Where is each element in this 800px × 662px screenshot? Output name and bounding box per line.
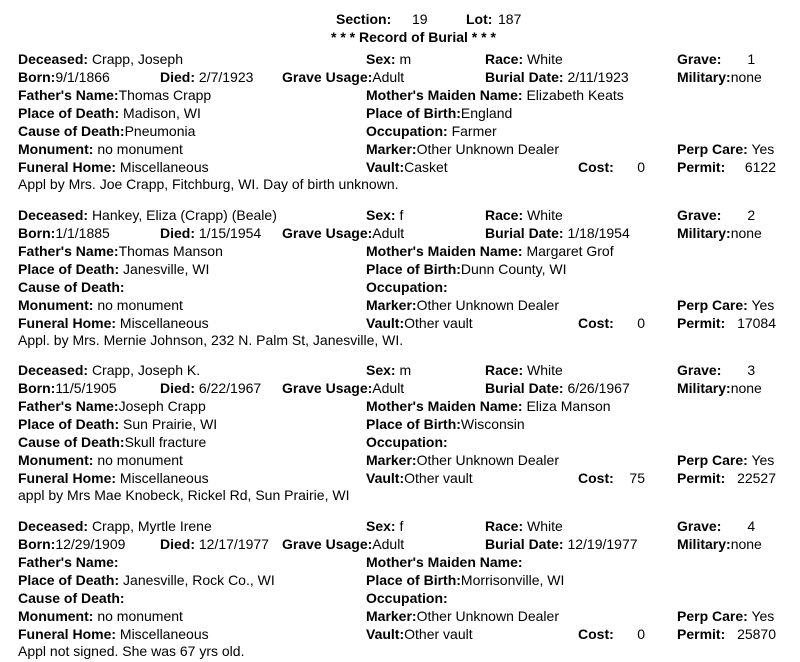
place-of-birth-label: Place of Birth: xyxy=(366,260,461,277)
born-value: 9/1/1866 xyxy=(55,69,110,85)
died-value: 12/17/1977 xyxy=(198,535,269,552)
died-value: 6/22/1967 xyxy=(198,380,262,396)
sex-value: f xyxy=(399,206,404,223)
military-label: Military: xyxy=(677,380,731,396)
burial-date-label: Burial Date: xyxy=(485,224,564,241)
vault-label: Vault: xyxy=(366,159,405,175)
perp-care-label: Perp Care: xyxy=(677,141,748,157)
place-of-birth-label: Place of Birth: xyxy=(366,571,461,588)
perp-care-field xyxy=(677,298,774,312)
occupation-field xyxy=(366,124,497,138)
cost-label: Cost: xyxy=(578,470,614,486)
place-of-death-value: Janesville, Rock Co., WI xyxy=(123,571,275,588)
funeral-home-field xyxy=(18,627,209,641)
grave-field xyxy=(677,208,755,222)
race-value: White xyxy=(527,206,563,223)
military-field xyxy=(677,381,762,395)
military-value: none xyxy=(730,69,762,85)
place-of-death-label: Place of Death: xyxy=(18,571,120,588)
born-field xyxy=(18,226,110,240)
place-of-death-field xyxy=(18,573,275,587)
vault-value: Other vault xyxy=(404,625,473,642)
vault-value: Other vault xyxy=(404,314,473,331)
died-value: 1/15/1954 xyxy=(198,224,262,241)
permit-label: Permit: xyxy=(677,159,726,175)
military-field xyxy=(677,537,762,551)
burial-date-label: Burial Date: xyxy=(485,69,564,85)
perp-care-value: Yes xyxy=(751,607,775,624)
place-of-birth-value: Wisconsin xyxy=(460,416,525,432)
place-of-birth-field xyxy=(366,262,566,276)
cause-of-death-value: Skull fracture xyxy=(124,434,207,450)
place-of-birth-field xyxy=(366,106,512,120)
burial-date-label: Burial Date: xyxy=(485,535,564,552)
born-field xyxy=(18,537,125,551)
deceased-label: Deceased: xyxy=(18,517,89,534)
occupation-label: Occupation: xyxy=(366,278,448,295)
race-value: White xyxy=(527,51,563,67)
marker-value: Other Unknown Dealer xyxy=(416,607,559,624)
funeral-home-value: Miscellaneous xyxy=(119,470,209,486)
monument-field xyxy=(18,453,183,467)
born-value: 12/29/1909 xyxy=(55,535,126,552)
died-label: Died: xyxy=(160,224,195,241)
born-label: Born: xyxy=(18,380,56,396)
grave-usage-value: Adult xyxy=(372,224,405,241)
funeral-home-label: Funeral Home: xyxy=(18,625,117,642)
grave-value: 2 xyxy=(747,206,756,223)
grave-usage-value: Adult xyxy=(372,380,405,396)
cost-value: 0 xyxy=(637,625,645,642)
cost-value: 75 xyxy=(629,470,645,486)
born-field xyxy=(18,70,110,84)
place-of-birth-value: Dunn County, WI xyxy=(460,260,567,277)
occupation-field xyxy=(366,435,448,449)
monument-field xyxy=(18,142,183,156)
monument-value: no monument xyxy=(97,452,183,468)
place-of-death-value: Sun Prairie, WI xyxy=(123,416,218,432)
race-label: Race: xyxy=(485,362,524,378)
grave-usage-label: Grave Usage: xyxy=(282,380,373,396)
fathers-name-field xyxy=(18,244,223,258)
vault-value: Other vault xyxy=(404,470,473,486)
deceased-value: Crapp, Joseph K. xyxy=(91,362,201,378)
sex-field xyxy=(366,52,411,66)
perp-care-field xyxy=(677,142,774,156)
sex-label: Sex: xyxy=(366,362,396,378)
vault-label: Vault: xyxy=(366,470,405,486)
cause-of-death-label: Cause of Death: xyxy=(18,278,125,295)
grave-usage-label: Grave Usage: xyxy=(282,69,373,85)
race-label: Race: xyxy=(485,517,524,534)
cause-of-death-value: Pneumonia xyxy=(124,123,196,139)
deceased-field xyxy=(18,52,183,66)
born-value: 1/1/1885 xyxy=(55,224,110,241)
race-field xyxy=(485,519,563,533)
mothers-maiden-name-field xyxy=(366,88,624,102)
vault-label: Vault: xyxy=(366,314,405,331)
grave-field xyxy=(677,52,755,66)
military-value: none xyxy=(730,535,762,552)
vault-value: Casket xyxy=(404,159,448,175)
mothers-maiden-name-label: Mother's Maiden Name: xyxy=(366,87,523,103)
perp-care-value: Yes xyxy=(751,452,775,468)
mothers-maiden-name-label: Mother's Maiden Name: xyxy=(366,242,523,259)
military-label: Military: xyxy=(677,535,731,552)
marker-field xyxy=(366,142,559,156)
perp-care-field xyxy=(677,609,774,623)
permit-label: Permit: xyxy=(677,314,726,331)
place-of-death-field xyxy=(18,262,209,276)
burial-date-field xyxy=(485,226,630,240)
burial-date-value: 12/19/1977 xyxy=(567,535,638,552)
sex-label: Sex: xyxy=(366,517,396,534)
place-of-birth-label: Place of Birth: xyxy=(366,105,461,121)
burial-date-label: Burial Date: xyxy=(485,380,564,396)
monument-label: Monument: xyxy=(18,296,94,313)
funeral-home-label: Funeral Home: xyxy=(18,159,117,175)
place-of-death-field xyxy=(18,106,201,120)
race-value: White xyxy=(527,517,563,534)
grave-usage-field xyxy=(282,537,404,551)
fathers-name-value: Thomas Crapp xyxy=(118,87,212,103)
perp-care-label: Perp Care: xyxy=(677,452,748,468)
permit-label: Permit: xyxy=(677,625,726,642)
deceased-label: Deceased: xyxy=(18,206,89,223)
race-value: White xyxy=(527,362,563,378)
funeral-home-label: Funeral Home: xyxy=(18,314,117,331)
lot-label: Lot: xyxy=(466,11,493,27)
grave-field xyxy=(677,363,755,377)
place-of-death-value: Madison, WI xyxy=(123,105,201,121)
occupation-value: Farmer xyxy=(451,123,497,139)
cause-of-death-label: Cause of Death: xyxy=(18,589,125,606)
place-of-death-label: Place of Death: xyxy=(18,260,120,277)
record-title: * * * Record of Burial * * * xyxy=(331,29,496,45)
fathers-name-label: Father's Name: xyxy=(18,553,119,570)
grave-label: Grave: xyxy=(677,206,722,223)
grave-usage-label: Grave Usage: xyxy=(282,224,373,241)
mothers-maiden-name-value: Margaret Grof xyxy=(526,242,614,259)
occupation-field xyxy=(366,591,448,605)
race-field xyxy=(485,208,563,222)
military-label: Military: xyxy=(677,224,731,241)
place-of-birth-value: England xyxy=(460,105,513,121)
funeral-home-value: Miscellaneous xyxy=(119,314,209,331)
occupation-field xyxy=(366,280,448,294)
section-label: Section: xyxy=(336,11,392,27)
burial-record xyxy=(0,467,800,659)
marker-label: Marker: xyxy=(366,452,417,468)
vault-label: Vault: xyxy=(366,625,405,642)
cause-of-death-label: Cause of Death: xyxy=(18,434,125,450)
born-field xyxy=(18,381,117,395)
record-note: Appl. by Mrs. Mernie Johnson, 232 N. Palm St, Janesville, WI. xyxy=(18,331,404,348)
sex-field xyxy=(366,208,403,222)
monument-label: Monument: xyxy=(18,452,94,468)
sex-label: Sex: xyxy=(366,51,396,67)
race-label: Race: xyxy=(485,51,524,67)
grave-usage-value: Adult xyxy=(372,69,405,85)
died-field xyxy=(160,70,253,84)
place-of-death-field xyxy=(18,417,217,431)
burial-date-value: 1/18/1954 xyxy=(567,224,630,241)
deceased-value: Hankey, Eliza (Crapp) (Beale) xyxy=(91,206,277,223)
permit-field xyxy=(677,627,725,641)
marker-label: Marker: xyxy=(366,296,417,313)
fathers-name-field xyxy=(18,399,206,413)
place-of-birth-value: Morrisonville, WI xyxy=(460,571,565,588)
place-of-death-label: Place of Death: xyxy=(18,105,120,121)
grave-value: 4 xyxy=(747,517,756,534)
funeral-home-value: Miscellaneous xyxy=(119,625,209,642)
grave-usage-field xyxy=(282,70,404,84)
deceased-field xyxy=(18,519,212,533)
perp-care-label: Perp Care: xyxy=(677,607,748,624)
record-note: Appl not signed. She was 67 yrs old. xyxy=(18,642,245,659)
perp-care-field xyxy=(677,453,774,467)
died-field xyxy=(160,537,269,551)
mothers-maiden-name-field xyxy=(366,555,523,569)
race-label: Race: xyxy=(485,206,524,223)
grave-label: Grave: xyxy=(677,517,722,534)
cost-value: 0 xyxy=(637,159,645,175)
military-field xyxy=(677,226,762,240)
occupation-label: Occupation: xyxy=(366,434,448,450)
record-note: Appl by Mrs. Joe Crapp, Fitchburg, WI. Day of birth unknown. xyxy=(18,176,399,192)
sex-value: m xyxy=(399,51,412,67)
cause-of-death-field xyxy=(18,435,206,449)
grave-value: 3 xyxy=(747,362,756,378)
mothers-maiden-name-label: Mother's Maiden Name: xyxy=(366,553,523,570)
deceased-field xyxy=(18,363,200,377)
cost-label: Cost: xyxy=(578,314,614,331)
grave-usage-value: Adult xyxy=(372,535,405,552)
perp-care-value: Yes xyxy=(751,296,775,313)
cause-of-death-field xyxy=(18,124,195,138)
monument-field xyxy=(18,298,183,312)
grave-usage-field xyxy=(282,226,404,240)
grave-usage-label: Grave Usage: xyxy=(282,535,373,552)
marker-field xyxy=(366,453,559,467)
cost-label: Cost: xyxy=(578,625,614,642)
mothers-maiden-name-value: Eliza Manson xyxy=(526,398,611,414)
monument-label: Monument: xyxy=(18,141,94,157)
monument-value: no monument xyxy=(97,607,183,624)
marker-field xyxy=(366,609,559,623)
grave-value: 1 xyxy=(747,51,756,67)
deceased-label: Deceased: xyxy=(18,51,89,67)
fathers-name-label: Father's Name: xyxy=(18,398,119,414)
marker-field xyxy=(366,298,559,312)
occupation-label: Occupation: xyxy=(366,123,448,139)
fathers-name-label: Father's Name: xyxy=(18,87,119,103)
occupation-label: Occupation: xyxy=(366,589,448,606)
marker-value: Other Unknown Dealer xyxy=(416,296,559,313)
fathers-name-value: Thomas Manson xyxy=(118,242,223,259)
burial-date-field xyxy=(485,537,638,551)
sex-value: m xyxy=(399,362,412,378)
burial-date-field xyxy=(485,70,629,84)
marker-value: Other Unknown Dealer xyxy=(416,141,559,157)
mothers-maiden-name-field xyxy=(366,399,611,413)
born-value: 11/5/1905 xyxy=(55,380,117,396)
mothers-maiden-name-field xyxy=(366,244,614,258)
permit-value: 25870 xyxy=(737,625,776,642)
section-value: 19 xyxy=(412,11,428,27)
marker-value: Other Unknown Dealer xyxy=(416,452,559,468)
place-of-birth-field xyxy=(366,573,564,587)
died-value: 2/7/1923 xyxy=(198,69,254,85)
grave-field xyxy=(677,519,755,533)
born-label: Born: xyxy=(18,535,56,552)
race-field xyxy=(485,52,563,66)
died-field xyxy=(160,226,261,240)
burial-record xyxy=(0,156,800,348)
cost-label: Cost: xyxy=(578,159,614,175)
born-label: Born: xyxy=(18,69,56,85)
place-of-death-label: Place of Death: xyxy=(18,416,120,432)
marker-label: Marker: xyxy=(366,607,417,624)
burial-date-value: 2/11/1923 xyxy=(567,69,629,85)
fathers-name-field xyxy=(18,88,211,102)
perp-care-label: Perp Care: xyxy=(677,296,748,313)
deceased-label: Deceased: xyxy=(18,362,89,378)
mothers-maiden-name-value: Elizabeth Keats xyxy=(526,87,624,103)
died-label: Died: xyxy=(160,535,195,552)
burial-date-value: 6/26/1967 xyxy=(567,380,630,396)
military-value: none xyxy=(730,380,762,396)
sex-value: f xyxy=(399,517,404,534)
died-label: Died: xyxy=(160,69,195,85)
burial-date-field xyxy=(485,381,630,395)
mothers-maiden-name-label: Mother's Maiden Name: xyxy=(366,398,523,414)
record-note: appl by Mrs Mae Knobeck, Rickel Rd, Sun Prairie, WI xyxy=(18,487,350,503)
sex-label: Sex: xyxy=(366,206,396,223)
fathers-name-value: Joseph Crapp xyxy=(118,398,206,414)
funeral-home-label: Funeral Home: xyxy=(18,470,117,486)
marker-label: Marker: xyxy=(366,141,417,157)
sex-field xyxy=(366,519,403,533)
permit-value: 22527 xyxy=(737,470,776,486)
monument-value: no monument xyxy=(97,141,183,157)
fathers-name-label: Father's Name: xyxy=(18,242,119,259)
deceased-value: Crapp, Joseph xyxy=(91,51,183,67)
sex-field xyxy=(366,363,411,377)
grave-label: Grave: xyxy=(677,362,722,378)
place-of-death-value: Janesville, WI xyxy=(123,260,210,277)
military-field xyxy=(677,70,762,84)
cause-of-death-field xyxy=(18,280,125,294)
monument-field xyxy=(18,609,183,623)
burial-record xyxy=(0,311,800,503)
burial-record xyxy=(0,0,800,192)
fathers-name-field xyxy=(18,555,119,569)
perp-care-value: Yes xyxy=(751,141,775,157)
funeral-home-value: Miscellaneous xyxy=(119,159,209,175)
died-label: Died: xyxy=(160,380,195,396)
born-label: Born: xyxy=(18,224,56,241)
deceased-field xyxy=(18,208,277,222)
military-label: Military: xyxy=(677,69,731,85)
race-field xyxy=(485,363,563,377)
died-field xyxy=(160,381,261,395)
grave-label: Grave: xyxy=(677,51,722,67)
place-of-birth-field xyxy=(366,417,525,431)
cost-value: 0 xyxy=(637,314,645,331)
cause-of-death-label: Cause of Death: xyxy=(18,123,125,139)
military-value: none xyxy=(730,224,762,241)
place-of-birth-label: Place of Birth: xyxy=(366,416,461,432)
permit-label: Permit: xyxy=(677,470,726,486)
lot-value: 187 xyxy=(498,11,522,27)
vault-field xyxy=(366,627,473,641)
permit-value: 17084 xyxy=(737,314,776,331)
deceased-value: Crapp, Myrtle Irene xyxy=(91,517,212,534)
monument-label: Monument: xyxy=(18,607,94,624)
cause-of-death-field xyxy=(18,591,125,605)
grave-usage-field xyxy=(282,381,404,395)
permit-value: 6122 xyxy=(744,159,776,175)
monument-value: no monument xyxy=(97,296,183,313)
